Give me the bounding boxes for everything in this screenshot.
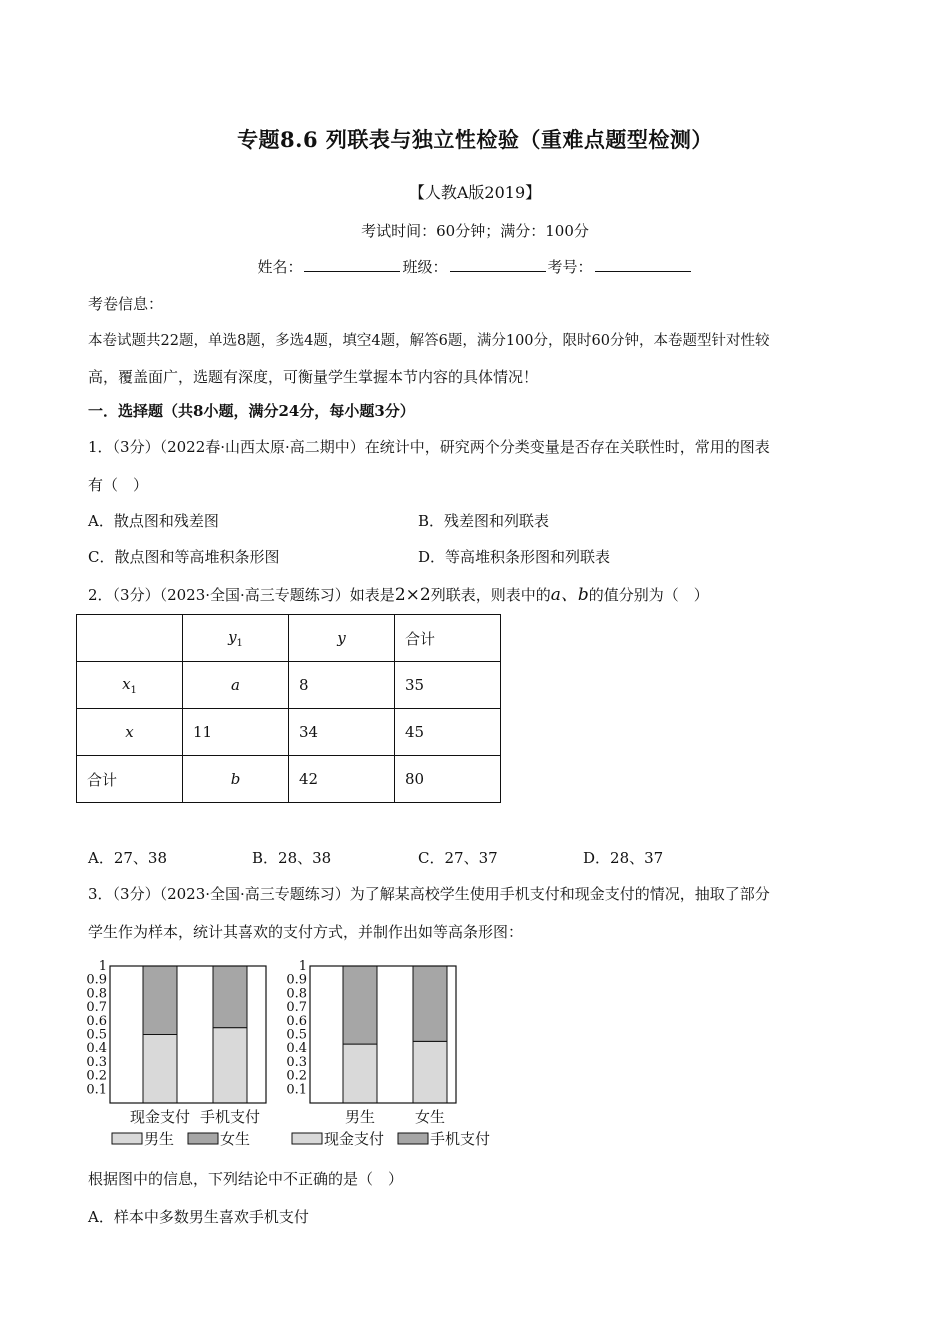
student-info-row: [0, 256, 950, 277]
edition-label: 【人教A版2019】: [408, 183, 542, 202]
y-tick-label: 0.9: [86, 972, 107, 988]
y-tick-label: 0.8: [286, 986, 307, 1002]
q3-stem-line2: 学生作为样本，统计其喜欢的支付方式，并制作出如等高条形图：: [88, 923, 524, 941]
legend-label: 手机支付: [430, 1130, 491, 1148]
table-cell: 34: [289, 709, 395, 756]
bar-segment: [213, 966, 247, 1028]
bar-segment: [413, 1041, 447, 1103]
bar-segment: [343, 966, 377, 1044]
class-label: 班级：: [402, 258, 448, 276]
x-tick-label: 男生: [344, 1108, 376, 1126]
table-row: [77, 756, 501, 803]
q3-option-a[interactable]: A．样本中多数男生喜欢手机支付: [88, 1208, 309, 1226]
table-cell: 8: [289, 662, 395, 709]
q1-stem-line1: 1．（3分）（2022春·山西太原·高二期中）在统计中，研究两个分类变量是否存在关联性时，常用的图表: [88, 438, 770, 456]
table-header-y1: $y_1$: [183, 615, 289, 662]
y-tick-label: 0.4: [86, 1041, 107, 1057]
legend-label: 男生: [144, 1130, 175, 1148]
y-tick-label: 0.5: [86, 1027, 107, 1043]
y-tick-label: 0.6: [286, 1013, 307, 1029]
y-tick-label: 0.7: [286, 1000, 307, 1016]
name-field[interactable]: [304, 257, 400, 272]
x-tick-label: 女生: [414, 1108, 446, 1126]
exam-time: 考试时间：60分钟；满分：100分: [361, 222, 589, 240]
table-row-header-total: 合计: [77, 756, 183, 803]
y-tick-label: 0.1: [286, 1082, 307, 1098]
q2-stem-text-a: 2．（3分）（2023·全国·高三专题练习）如表是: [88, 586, 395, 604]
q3-stem-line1: 3．（3分）（2023·全国·高三专题练习）为了解某高校学生使用手机支付和现金支付的情况，抽取了部分: [88, 885, 770, 903]
stacked-bar-chart-by-gender: [284, 955, 514, 1155]
table-row: [77, 709, 501, 756]
table-cell: 45: [395, 709, 501, 756]
table-cell-a: a: [183, 662, 289, 709]
table-cell: 35: [395, 662, 501, 709]
table-row-header-x1: $x_1$: [77, 662, 183, 709]
q2-stem-vars: a、b: [550, 585, 589, 605]
legend-label: 现金支付: [324, 1130, 385, 1148]
y-tick-label: 0.3: [86, 1054, 107, 1070]
y-tick-label: 1: [298, 959, 307, 974]
info-label: 考卷信息：: [88, 295, 164, 313]
bar-segment: [143, 966, 177, 1035]
q2-stem-math: 2×2: [394, 585, 431, 605]
table-row-header-x: x: [77, 709, 183, 756]
table-cell: 11: [183, 709, 289, 756]
q1-option-d[interactable]: D．等高堆积条形图和列联表: [418, 548, 611, 566]
q2-option-a[interactable]: A．27、38: [88, 849, 168, 867]
q1-option-a[interactable]: A．散点图和残差图: [88, 512, 219, 530]
id-label: 考号：: [547, 258, 593, 276]
bar-segment: [143, 1035, 177, 1104]
q2-stem: [88, 580, 709, 605]
y-tick-label: 0.2: [86, 1068, 107, 1084]
q1-stem-line2: 有（ ）: [88, 476, 149, 494]
table-header-y: y: [289, 615, 395, 662]
q1-option-c[interactable]: C．散点图和等高堆积条形图: [88, 548, 280, 566]
y-tick-label: 1: [98, 959, 107, 974]
y-tick-label: 0.3: [286, 1054, 307, 1070]
stacked-bar-chart-by-payment: [84, 955, 274, 1155]
legend-swatch: [292, 1133, 322, 1144]
y-tick-label: 0.4: [286, 1041, 307, 1057]
y-tick-label: 0.6: [86, 1013, 107, 1029]
name-label: 姓名：: [257, 258, 303, 276]
table-cell: [77, 615, 183, 662]
table-cell-b: b: [183, 756, 289, 803]
table-header-total: 合计: [395, 615, 501, 662]
contingency-table: [76, 614, 501, 803]
y-tick-label: 0.5: [286, 1027, 307, 1043]
legend-swatch: [112, 1133, 142, 1144]
table-row: [77, 662, 501, 709]
q2-option-b[interactable]: B．28、38: [252, 849, 332, 867]
y-tick-label: 0.2: [286, 1068, 307, 1084]
section-heading: 一．选择题（共8小题，满分24分，每小题3分）: [88, 402, 415, 420]
q2-stem-text-b: 列联表，则表中的: [430, 586, 551, 604]
y-tick-label: 0.8: [86, 986, 107, 1002]
info-text-line1: 本卷试题共22题，单选8题，多选4题，填空4题，解答6题，满分100分，限时60分钟，本卷题型针对性较: [88, 333, 770, 349]
table-header-row: [77, 615, 501, 662]
q1-option-b[interactable]: B．残差图和列联表: [418, 512, 550, 530]
legend-swatch: [188, 1133, 218, 1144]
info-text-line2: 高，覆盖面广，选题有深度，可衡量学生掌握本节内容的具体情况！: [88, 368, 539, 386]
q2-stem-text-c: 的值分别为（ ）: [588, 586, 709, 604]
q2-option-c[interactable]: C．27、37: [418, 849, 498, 867]
q2-option-d[interactable]: D．28、37: [583, 849, 664, 867]
y-tick-label: 0.9: [286, 972, 307, 988]
q3-question: 根据图中的信息，下列结论中不正确的是（ ）: [88, 1170, 404, 1188]
page-title: 专题8.6 列联表与独立性检验（重难点题型检测）: [237, 127, 713, 152]
class-field[interactable]: [450, 257, 546, 272]
y-tick-label: 0.1: [86, 1082, 107, 1098]
bar-segment: [413, 966, 447, 1041]
x-tick-label: 现金支付: [129, 1108, 191, 1126]
y-tick-label: 0.7: [86, 1000, 107, 1016]
bar-segment: [213, 1028, 247, 1103]
id-field[interactable]: [595, 257, 691, 272]
legend-label: 女生: [220, 1130, 251, 1148]
legend-swatch: [398, 1133, 428, 1144]
table-cell: 80: [395, 756, 501, 803]
table-cell: 42: [289, 756, 395, 803]
bar-segment: [343, 1044, 377, 1103]
x-tick-label: 手机支付: [199, 1108, 261, 1126]
